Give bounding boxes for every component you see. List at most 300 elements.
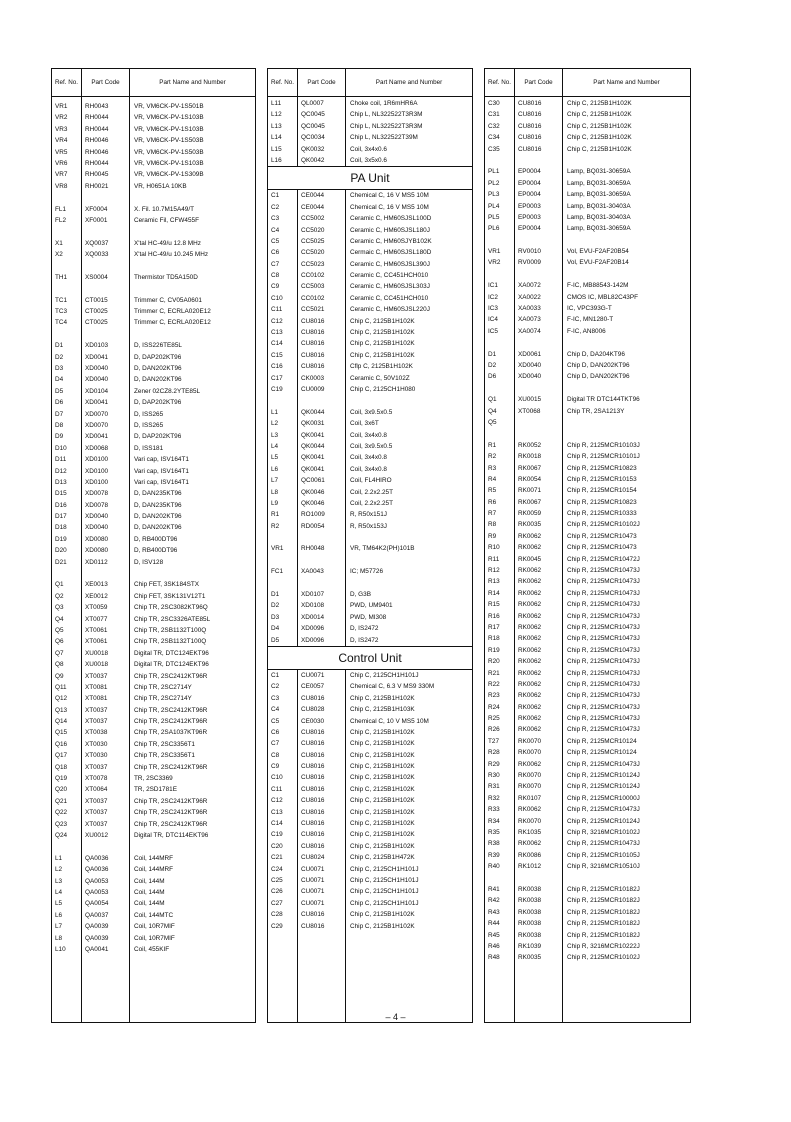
ref-cell: C8 — [271, 751, 280, 759]
spacer — [485, 428, 690, 439]
table-row — [268, 589, 472, 600]
table-row — [268, 612, 472, 623]
part-code-cell: CC5025 — [301, 237, 325, 245]
part-code-cell: XD0080 — [85, 547, 109, 555]
table-row — [268, 259, 472, 270]
part-name-cell: Chip R, 2125MCR10473J — [567, 658, 640, 666]
part-code-cell: CU8016 — [301, 351, 325, 359]
ref-cell: C21 — [271, 854, 283, 862]
part-name-cell: Chemical C, 16 V MS5 10M — [350, 203, 429, 211]
part-code-cell: RK0035 — [518, 521, 542, 529]
ref-cell: L5 — [55, 900, 63, 908]
part-code-cell: XA0022 — [518, 293, 541, 301]
table-row — [52, 579, 255, 590]
table-row — [52, 374, 255, 385]
part-code-cell: QA0041 — [85, 945, 109, 953]
part-name-cell: D, DAN235KT96 — [134, 490, 182, 498]
table-row — [485, 679, 690, 690]
table-row — [52, 101, 255, 112]
ref-cell: C6 — [271, 249, 280, 257]
part-name-cell: Chip C, 2125B1H102K — [350, 842, 415, 850]
table-header — [485, 69, 690, 97]
ref-cell: D15 — [55, 490, 67, 498]
part-name-cell: D, DAP202KT96 — [134, 353, 182, 361]
ref-cell: D9 — [55, 433, 64, 441]
part-code-cell: CU8024 — [301, 854, 325, 862]
part-code-cell: QA0039 — [85, 934, 109, 942]
part-code-cell: XD0107 — [301, 591, 325, 599]
ref-cell: D5 — [271, 636, 280, 644]
part-code-cell: RK0062 — [518, 567, 542, 575]
table-row — [268, 407, 472, 418]
table-row — [485, 781, 690, 792]
ref-cell: C1 — [271, 671, 280, 679]
table-row — [268, 543, 472, 554]
table-row — [52, 750, 255, 761]
part-name-cell: Chemical C, 10 V MS5 10M — [350, 717, 429, 725]
ref-cell: Q5 — [55, 626, 64, 634]
ref-cell: R18 — [488, 635, 500, 643]
part-name-cell: Chip D, DA204KT96 — [567, 350, 625, 358]
ref-cell: C7 — [271, 260, 280, 268]
part-name-cell: Coil, FL4HIRO — [350, 477, 392, 485]
part-name-cell: Chip R, 2125MCR10473J — [567, 726, 640, 734]
table-row — [268, 693, 472, 704]
table-row — [52, 773, 255, 784]
ref-cell: Q24 — [55, 832, 68, 839]
table-row — [52, 671, 255, 682]
ref-cell: L10 — [55, 945, 66, 953]
ref-cell: IC1 — [488, 282, 498, 290]
spacer — [485, 155, 690, 166]
part-code-cell: XT0068 — [518, 407, 541, 415]
table-row — [485, 109, 690, 120]
table-row — [52, 614, 255, 625]
part-name-cell: Ceramic C, HM60SJYB102K — [350, 237, 432, 245]
part-name-cell: Chip R, 2125MCR10333 — [567, 510, 637, 518]
ref-cell: C1 — [271, 192, 280, 200]
ref-cell: R32 — [488, 794, 500, 802]
ref-cell: Q1 — [55, 581, 64, 589]
part-code-cell: RK0062 — [518, 726, 542, 734]
part-name-cell: Chip TR, 2SA1213Y — [567, 407, 625, 415]
part-name-cell: Chip C, 2125B1H102K — [567, 100, 632, 107]
part-code-cell: EP0004 — [518, 168, 541, 176]
part-name-cell: Chip R, 2125MCR10473J — [567, 635, 640, 643]
table-row — [52, 477, 255, 488]
part-code-cell: XT0030 — [85, 740, 108, 748]
part-name-cell: Chip C, 2125CH1H101J — [350, 865, 419, 873]
table-row — [268, 875, 472, 886]
ref-cell: C11 — [271, 785, 283, 793]
ref-cell: C29 — [271, 922, 283, 930]
part-name-cell: Chip TR, 2SA1037KT96R — [134, 729, 208, 737]
part-code-cell: RK0038 — [518, 931, 542, 939]
part-code-cell: RK0062 — [518, 578, 542, 586]
part-code-cell: RK0062 — [518, 601, 542, 609]
ref-cell: R1 — [488, 441, 497, 449]
ref-cell: Q6 — [55, 638, 64, 646]
table-row — [485, 747, 690, 758]
ref-cell: D4 — [271, 625, 280, 633]
part-name-cell: Coil, 144M — [134, 888, 165, 896]
part-name-cell: PWD, MI308 — [350, 613, 387, 621]
part-code-cell: XD0100 — [85, 467, 109, 475]
part-name-cell: Chip R, 2125MCR10103J — [567, 441, 640, 449]
ref-cell: VR8 — [55, 182, 68, 190]
spacer — [485, 873, 690, 884]
ref-cell: D8 — [55, 421, 64, 429]
rows — [268, 98, 472, 932]
ref-cell: VR7 — [55, 171, 68, 179]
part-code-cell: CE0044 — [301, 203, 325, 211]
ref-cell: D17 — [55, 513, 67, 521]
part-name-cell: Chip C, 2125B1H102K — [350, 728, 415, 736]
part-code-cell: CU8016 — [301, 340, 325, 348]
table-row — [485, 349, 690, 360]
table-row — [52, 500, 255, 511]
table-row — [268, 864, 472, 875]
table-row — [52, 431, 255, 442]
ref-cell: L1 — [271, 408, 279, 416]
table-row — [52, 910, 255, 921]
part-code-cell: XU0012 — [85, 832, 109, 839]
part-name-cell: VR, VM6CK-PV-1S501B — [134, 103, 204, 110]
part-code-cell: CU0071 — [301, 899, 325, 907]
spacer — [52, 260, 255, 271]
part-code-cell: XD0078 — [85, 490, 109, 498]
table-row — [268, 155, 472, 166]
ref-cell: R30 — [488, 772, 500, 780]
table-row — [268, 361, 472, 372]
part-code-cell: CU0071 — [301, 888, 325, 896]
part-code-cell: CC5020 — [301, 226, 325, 234]
table-row — [52, 762, 255, 773]
table-row — [485, 508, 690, 519]
part-code-cell: CU8016 — [301, 763, 325, 771]
part-code-cell: XT0077 — [85, 615, 108, 623]
table-row — [268, 807, 472, 818]
part-name-cell: Chip TR, 2SC2714Y — [134, 683, 192, 691]
ref-cell: C5 — [271, 237, 280, 245]
part-code-cell: CU8016 — [301, 317, 325, 325]
ref-cell: L2 — [271, 420, 279, 428]
part-code-cell: XD0103 — [85, 342, 109, 350]
part-code-cell: XA0074 — [518, 327, 541, 335]
part-name-cell: Chip C, 2125CH1H080 — [350, 385, 416, 393]
ref-cell: C2 — [271, 203, 280, 211]
part-code-cell: CK0003 — [301, 374, 325, 382]
table-row — [268, 670, 472, 681]
table-row — [485, 212, 690, 223]
part-code-cell: EP0003 — [518, 213, 541, 221]
ref-cell: R28 — [488, 749, 500, 757]
part-name-cell: VR, H0651A 10KB — [134, 182, 187, 190]
part-code-cell: RK0059 — [518, 510, 542, 518]
part-name-cell: Lamp, BQ031-30403A — [567, 213, 631, 221]
part-name-cell: Ceramic Fil, CFW455F — [134, 216, 199, 224]
part-code-cell: RK1012 — [518, 863, 542, 871]
part-code-cell: RH0043 — [85, 103, 109, 110]
part-name-cell: Chip C, 2125B1H102K — [350, 808, 415, 816]
ref-cell: D19 — [55, 535, 67, 543]
table-row — [52, 295, 255, 306]
table-row — [52, 204, 255, 215]
ref-cell: C35 — [488, 145, 500, 153]
part-code-cell: CU8016 — [518, 100, 542, 107]
table-row — [268, 452, 472, 463]
part-name-cell: R, R50x151J — [350, 511, 387, 519]
part-name-cell: Ceramic C, CC451HCH010 — [350, 294, 429, 302]
part-name-cell: Lamp, BQ031-30659A — [567, 225, 631, 233]
table-row — [268, 225, 472, 236]
part-name-cell: VR, VM6CK-PV-1S503B — [134, 137, 204, 145]
ref-cell: R20 — [488, 658, 500, 666]
part-code-cell: XD0040 — [518, 361, 542, 369]
spacer — [485, 337, 690, 348]
part-code-cell: CU0071 — [301, 865, 325, 873]
table-row — [268, 521, 472, 532]
part-code-cell: XD0040 — [85, 513, 109, 521]
part-code-cell: XA0043 — [301, 568, 324, 576]
part-name-cell: Chip L, NL322522T39M — [350, 134, 418, 142]
part-name-cell: Chip R, 2125MCR10105J — [567, 851, 640, 859]
table-row — [485, 588, 690, 599]
table-row — [52, 147, 255, 158]
ref-cell: IC2 — [488, 293, 498, 301]
ref-cell: R22 — [488, 680, 500, 688]
ref-cell: R39 — [488, 851, 500, 859]
table-row — [52, 784, 255, 795]
table-row — [268, 716, 472, 727]
part-name-cell: Ceramic C, HM60SJSL220J — [350, 306, 430, 314]
ref-cell: C4 — [271, 706, 280, 714]
ref-cell: R13 — [488, 578, 500, 586]
ref-cell: Q16 — [55, 740, 68, 748]
part-name-cell: Chip C, 2125B1H472K — [350, 854, 415, 862]
part-code-cell: QK0044 — [301, 408, 325, 416]
ref-cell: R26 — [488, 726, 500, 734]
table-row — [268, 566, 472, 577]
part-code-cell: RH0044 — [85, 159, 109, 167]
part-code-cell: CC5023 — [301, 260, 325, 268]
spacer — [268, 578, 472, 589]
ref-cell: R7 — [488, 510, 497, 518]
part-code-cell: XA0072 — [518, 282, 541, 290]
part-name-cell: Thermistor TD5A150D — [134, 273, 198, 281]
part-code-cell: CU8016 — [301, 808, 325, 816]
table-header — [52, 69, 255, 97]
part-name-cell: X. Fil. 10.7M15A49/T — [134, 205, 195, 213]
part-name-cell: D, ISS265 — [134, 410, 164, 418]
part-name-cell: Chip R, 2125MCR10472J — [567, 555, 640, 563]
table-row — [268, 373, 472, 384]
ref-cell: Q12 — [55, 695, 68, 703]
table-row — [52, 135, 255, 146]
table-row — [52, 716, 255, 727]
table-row — [52, 272, 255, 283]
ref-cell: Q19 — [55, 775, 68, 783]
ref-cell: C17 — [271, 374, 283, 382]
part-code-cell: CU8016 — [518, 122, 542, 130]
ref-cell: L15 — [271, 145, 282, 153]
part-code-cell: RH0044 — [85, 125, 109, 133]
part-name-cell: Chip R, 2125MCR10124 — [567, 737, 637, 745]
header-name: Part Name and Number — [375, 79, 443, 86]
table-row — [268, 886, 472, 897]
part-name-cell: Chip R, 2125MCR10182J — [567, 920, 640, 928]
part-code-cell: RK0062 — [518, 635, 542, 643]
ref-cell: Q13 — [55, 706, 68, 714]
part-code-cell: CU8016 — [301, 363, 325, 371]
table-row — [485, 451, 690, 462]
part-name-cell: Ceramic C, HM60SJSL390J — [350, 260, 430, 268]
part-name-cell: Chip C, 2125B1H102K — [350, 922, 415, 930]
ref-cell: L3 — [271, 431, 279, 439]
part-code-cell: CU0071 — [301, 877, 325, 884]
table-row — [268, 202, 472, 213]
parts-table-1 — [51, 68, 256, 1023]
table-row — [52, 830, 255, 841]
ref-cell: C8 — [271, 272, 280, 280]
part-code-cell: RK0052 — [518, 441, 542, 449]
part-code-cell: QK0046 — [301, 488, 325, 496]
part-name-cell: Coil, 3x4x0.8 — [350, 454, 387, 462]
part-code-cell: RK0070 — [518, 783, 542, 791]
part-code-cell: QL0007 — [301, 100, 324, 107]
part-name-cell: D, RB400DT96 — [134, 535, 178, 543]
part-code-cell: CE0057 — [301, 683, 325, 691]
ref-cell: C12 — [271, 317, 283, 325]
ref-cell: C10 — [271, 774, 283, 782]
ref-cell: C11 — [271, 306, 283, 314]
part-name-cell: Coil, 3x5x0.6 — [350, 156, 387, 164]
part-code-cell: RK0062 — [518, 532, 542, 540]
table-row — [52, 819, 255, 830]
part-name-cell: VR, VM6CK-PV-1S503B — [134, 148, 204, 156]
part-name-cell: Chip R, 2125MCR10473J — [567, 760, 640, 768]
table-row — [52, 534, 255, 545]
table-row — [52, 386, 255, 397]
ref-cell: R38 — [488, 840, 500, 848]
table-row — [268, 281, 472, 292]
part-code-cell: XD0100 — [85, 478, 109, 486]
table-row — [485, 531, 690, 542]
part-name-cell: CMOS IC, MBL82C43PF — [567, 293, 639, 301]
part-name-cell: D, ISV128 — [134, 558, 164, 566]
part-name-cell: Coil, 3x9.5x0.5 — [350, 442, 393, 450]
part-name-cell: Chip C, 2125B1H102K — [350, 740, 415, 748]
ref-cell: R33 — [488, 806, 500, 814]
ref-cell: L4 — [271, 442, 279, 450]
ref-cell: IC3 — [488, 305, 498, 313]
ref-cell: Q17 — [55, 752, 68, 760]
ref-cell: D6 — [55, 399, 64, 407]
table-row — [52, 807, 255, 818]
part-name-cell: Zener 02CZ8.2YTE85L — [134, 387, 201, 395]
part-name-cell: D, DAN235KT96 — [134, 501, 182, 509]
table-row — [52, 602, 255, 613]
part-code-cell: QC0061 — [301, 477, 325, 485]
part-code-cell: QA0053 — [85, 877, 109, 885]
ref-cell: R48 — [488, 954, 500, 962]
part-name-cell: Chip TR, 2SC3356T1 — [134, 752, 195, 760]
part-name-cell: Chip R, 3216MCR10102J — [567, 829, 640, 836]
part-name-cell: Chip R, 2125MCR10473J — [567, 840, 640, 848]
part-name-cell: Chip R, 2125MCR10124J — [567, 817, 640, 825]
part-code-cell: RK0062 — [518, 589, 542, 597]
ref-cell: PL5 — [488, 213, 500, 221]
ref-cell: D18 — [55, 524, 67, 532]
part-code-cell: CC5021 — [301, 306, 325, 314]
spacer — [52, 841, 255, 852]
ref-cell: FC1 — [271, 568, 284, 576]
ref-cell: C13 — [271, 329, 283, 337]
part-code-cell: CT0025 — [85, 308, 108, 316]
table-row — [485, 645, 690, 656]
part-code-cell: RH0045 — [85, 171, 109, 179]
part-name-cell: Chip C, 2125B1H102K — [350, 317, 415, 325]
part-code-cell: XD0096 — [301, 636, 325, 644]
part-name-cell: Chip C, 2125B1H102K — [350, 751, 415, 759]
table-row — [268, 144, 472, 155]
part-code-cell: XD0061 — [518, 350, 542, 358]
ref-cell: TH1 — [55, 273, 68, 281]
ref-cell: R2 — [488, 453, 497, 461]
part-name-cell: Chip R, 2125MCR10473J — [567, 806, 640, 814]
part-name-cell: D, IS2472 — [350, 636, 379, 644]
header-name: Part Name and Number — [159, 79, 226, 86]
table-row — [485, 406, 690, 417]
table-row — [52, 944, 255, 955]
ref-cell: X1 — [55, 239, 63, 247]
ref-cell: C13 — [271, 808, 283, 816]
part-code-cell: XT0081 — [85, 683, 108, 691]
part-code-cell: CU8016 — [301, 797, 325, 805]
table-row — [485, 941, 690, 952]
part-name-cell: Chip R, 2125MCR10473J — [567, 612, 640, 620]
table-row — [485, 850, 690, 861]
part-name-cell: Chip C, 2125B1H102K — [350, 831, 415, 839]
ref-cell: R9 — [488, 532, 497, 540]
table-row — [268, 418, 472, 429]
table-row — [52, 169, 255, 180]
part-code-cell: RK1035 — [518, 829, 542, 836]
ref-cell: C32 — [488, 122, 500, 130]
header-code: Part Code — [82, 69, 130, 96]
ref-cell: L2 — [55, 866, 63, 874]
part-name-cell: Chip C, 2125B1H102K — [350, 820, 415, 828]
part-name-cell: Chip R, 2125MCR10182J — [567, 931, 640, 939]
table-row — [52, 682, 255, 693]
part-name-cell: D, ISS226TE85L — [134, 342, 182, 350]
part-code-cell: XQ0033 — [85, 251, 109, 259]
part-name-cell: Chip R, 2125MCR10000J — [567, 794, 640, 802]
part-code-cell: XT0078 — [85, 775, 108, 783]
ref-cell: L8 — [55, 934, 63, 942]
table-row — [485, 622, 690, 633]
table-row — [485, 668, 690, 679]
ref-cell: C3 — [271, 215, 280, 223]
part-code-cell: RK0107 — [518, 794, 542, 802]
part-name-cell: Chip TR, 2SC3082KT96Q — [134, 604, 208, 612]
part-name-cell: Chip R, 2125MCR10473J — [567, 703, 640, 711]
table-row — [485, 223, 690, 234]
table-row — [268, 109, 472, 120]
part-name-cell: Chip C, 2125CH1H101J — [350, 899, 419, 907]
part-code-cell: QK0042 — [301, 156, 325, 164]
table-row — [485, 895, 690, 906]
